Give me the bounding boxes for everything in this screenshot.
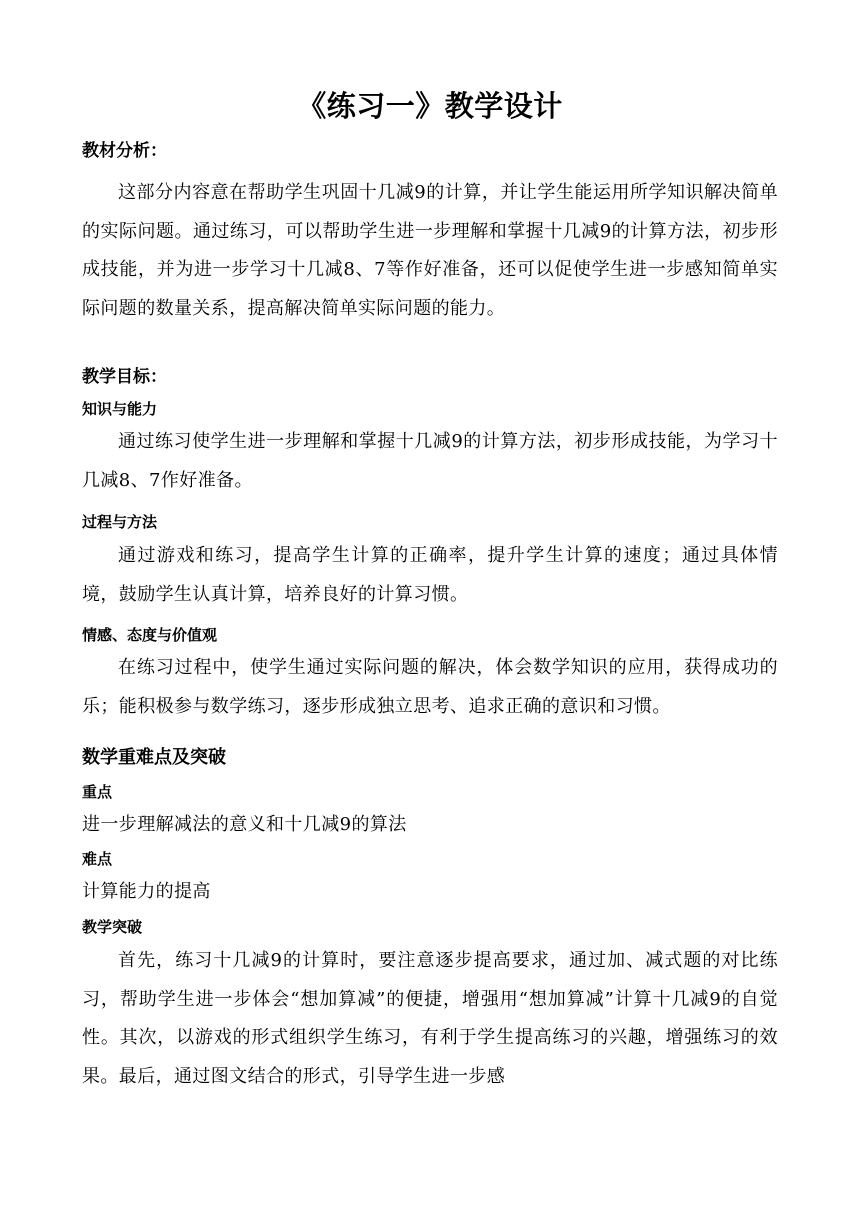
- focus-text: 进一步理解减法的意义和十几减9的算法: [82, 814, 407, 835]
- textbook-analysis-paragraph: 这部分内容意在帮助学生巩固十几减9的计算，并让学生能运用所学知识解决简单的实际问题。通过练习，可以帮助学生进一步理解和掌握十几减9的计算方法，初步形成技能，并为进一步学习十几减8、7等作好准备，还可以促使学生进一步感知简单实际问题的数量关系，提高解决简单实际问题的能力。: [82, 182, 778, 319]
- knowledge-ability-paragraph: 通过练习使学生进一步理解和掌握十几减9的计算方法，初步形成技能，为学习十几减8、7作好准备。: [82, 431, 778, 491]
- process-method-heading: 过程与方法: [82, 513, 158, 531]
- difficulty-text: 计算能力的提高: [82, 881, 211, 902]
- difficulty-heading: 难点: [82, 850, 113, 868]
- focus-heading: 重点: [82, 783, 113, 801]
- emotion-values-heading: 情感、态度与价值观: [82, 626, 218, 644]
- breakthrough-heading: 教学突破: [82, 918, 143, 936]
- teaching-goals-heading: 教学目标：: [82, 367, 167, 387]
- textbook-analysis-heading: 教材分析：: [82, 141, 167, 161]
- key-points-heading: 数学重难点及突破: [82, 747, 226, 768]
- process-method-paragraph: 通过游戏和练习，提高学生计算的正确率，提升学生计算的速度；通过具体情境，鼓励学生认真计算，培养良好的计算习惯。: [82, 545, 778, 605]
- breakthrough-paragraph: 首先，练习十几减9的计算时，要注意逐步提高要求，通过加、减式题的对比练习，帮助学生进一步体会“想加算减”的便捷，增强用“想加算减”计算十几减9的自觉性。其次，以游戏的形式组织学生练习，有利于学生提高练习的兴趣，增强练习的效果。最后，通过图文结合的形式，引导学生进一步感: [82, 950, 778, 1087]
- document-title: 《练习一》教学设计: [297, 89, 563, 123]
- emotion-values-paragraph: 在练习过程中，使学生通过实际问题的解决，体会数学知识的应用，获得成功的乐；能积极参与数学练习，逐步形成独立思考、追求正确的意识和习惯。: [82, 657, 778, 717]
- knowledge-ability-heading: 知识与能力: [82, 400, 158, 418]
